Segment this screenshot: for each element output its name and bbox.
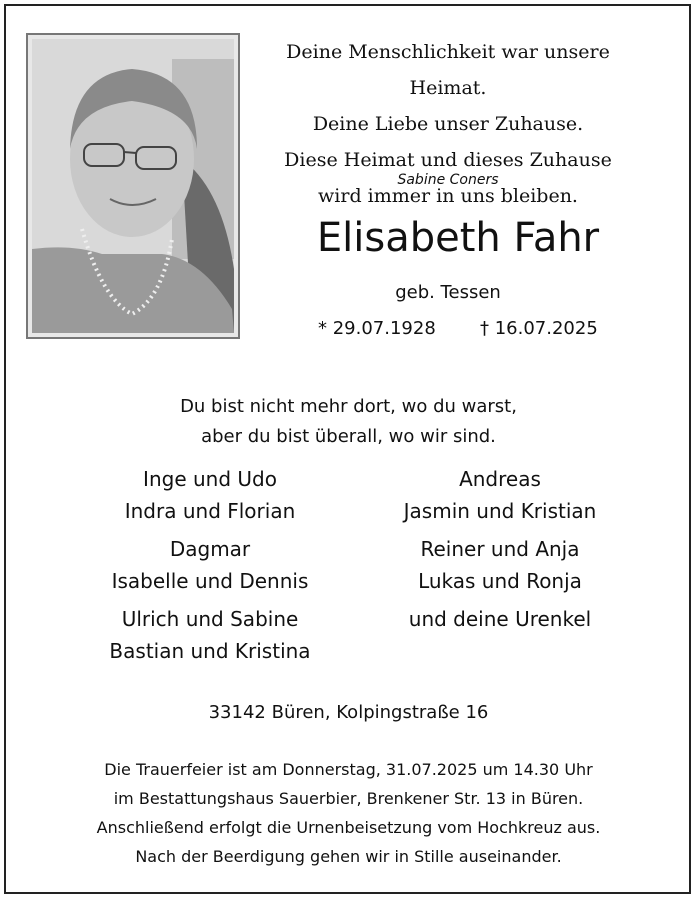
info-line: im Bestattungshaus Sauerbier, Brenkener Str. 13 in Büren.: [113, 789, 584, 808]
funeral-info: [0, 755, 697, 871]
family-member: Bastian und Kristina: [109, 639, 311, 663]
family-member: und deine Urenkel: [408, 607, 592, 631]
family-group: [60, 603, 360, 667]
portrait-photo: [26, 33, 240, 339]
family-member: Indra und Florian: [124, 499, 296, 523]
death-date: † 16.07.2025: [480, 318, 598, 339]
poem-line: wird immer in uns bleiben.: [318, 185, 578, 207]
family-right-column: [350, 463, 650, 641]
family-member: Reiner und Anja: [420, 537, 580, 561]
family-group: [60, 463, 360, 527]
deceased-name: Elisabeth Fahr: [316, 215, 600, 261]
birth-name: geb. Tessen: [395, 282, 501, 303]
family-member: Ulrich und Sabine: [121, 607, 299, 631]
poem-line: Deine Menschlichkeit war unsere Heimat.: [286, 41, 610, 99]
poem-line: Diese Heimat und dieses Zuhause: [284, 149, 612, 171]
portrait-image: [32, 39, 234, 333]
address: 33142 Büren, Kolpingstraße 16: [208, 702, 489, 723]
info-line: Die Trauerfeier ist am Donnerstag, 31.07.2025 um 14.30 Uhr: [104, 760, 593, 779]
family-member: Inge und Udo: [143, 467, 277, 491]
family-member: Jasmin und Kristian: [403, 499, 597, 523]
family-member: Isabelle und Dennis: [111, 569, 309, 593]
poem-line: Deine Liebe unser Zuhause.: [312, 113, 584, 135]
birth-date: * 29.07.1928: [318, 318, 436, 339]
quote: [0, 392, 697, 452]
family-group: [350, 463, 650, 527]
family-group: [350, 533, 650, 597]
quote-line: Du bist nicht mehr dort, wo du warst,: [180, 396, 517, 417]
family-group: [60, 533, 360, 597]
family-member: Andreas: [459, 467, 541, 491]
family-group: [350, 603, 650, 635]
family-member: Dagmar: [169, 537, 251, 561]
quote-line: aber du bist überall, wo wir sind.: [201, 426, 496, 447]
family-member: Lukas und Ronja: [418, 569, 582, 593]
poem-author: Sabine Coners: [397, 172, 499, 188]
info-line: Anschließend erfolgt die Urnenbeisetzung vom Hochkreuz aus.: [96, 818, 601, 837]
info-line: Nach der Beerdigung gehen wir in Stille auseinander.: [135, 847, 562, 866]
family-left-column: [60, 463, 360, 673]
